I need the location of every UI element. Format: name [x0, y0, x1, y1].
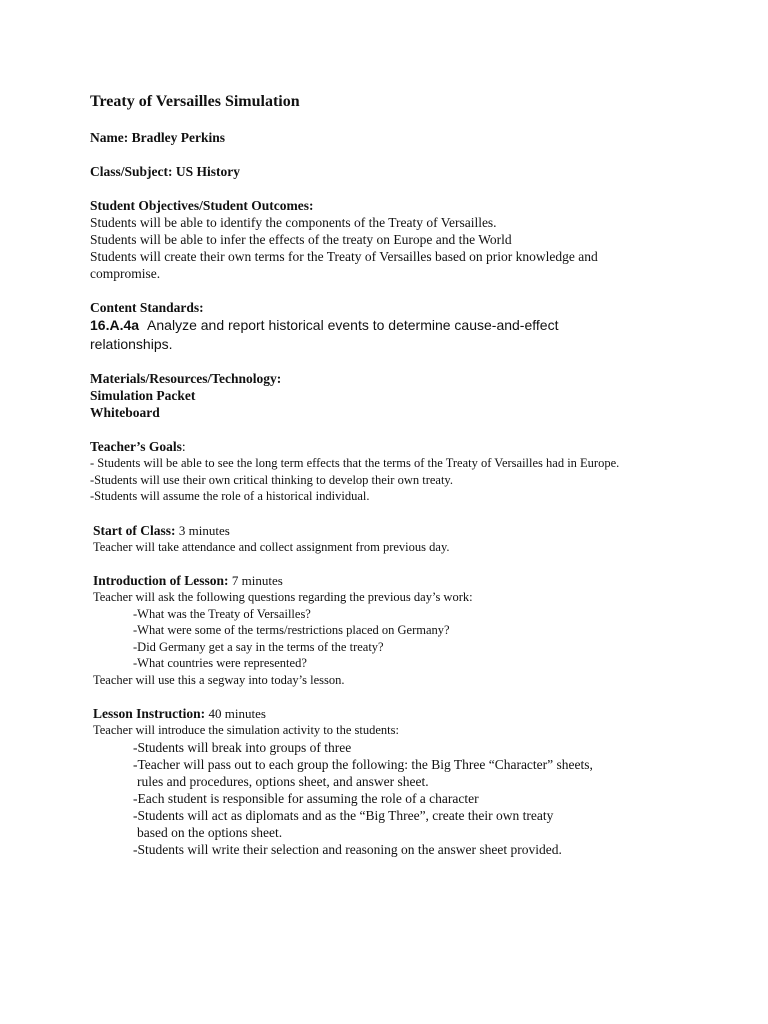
goal-line: -Students will assume the role of a historical individual.: [90, 489, 370, 503]
intro-question: -What countries were represented?: [133, 656, 307, 670]
material-item: Simulation Packet: [90, 388, 196, 403]
material-item: Whiteboard: [90, 405, 160, 420]
objectives-heading: Student Objectives/Student Outcomes:: [90, 198, 314, 213]
intro-lead: Teacher will ask the following questions regarding the previous day’s work:: [93, 590, 473, 604]
objective-line: Students will be able to identify the components of the Treaty of Versailles.: [90, 215, 497, 230]
start-label: Start of Class:: [93, 522, 176, 538]
goal-line: - Students will be able to see the long term effects that the terms of the Treaty of Versailles had in Europe.: [90, 456, 620, 470]
name-line: Name: Bradley Perkins: [90, 130, 225, 145]
objective-line: compromise.: [90, 266, 161, 281]
instruction-lead: Teacher will introduce the simulation activity to the students:: [93, 723, 399, 737]
instruction-line: [90, 705, 710, 722]
start-time: 3 minutes: [178, 522, 230, 538]
instruction-time: 40 minutes: [208, 706, 266, 721]
page-title: Treaty of Versailles Simulation: [90, 93, 300, 110]
goals-heading-line: [90, 438, 710, 455]
objective-line: Students will be able to infer the effects of the treaty on Europe and the World: [90, 232, 512, 247]
goals-heading: Teacher’s Goals: [90, 439, 182, 454]
materials-heading: Materials/Resources/Technology:: [90, 371, 282, 386]
intro-closing: Teacher will use this a segway into today’s lesson.: [93, 672, 345, 687]
lesson-plan: [90, 92, 710, 858]
objective-line: Students will create their own terms for the Treaty of Versailles based on prior knowledge and: [90, 249, 598, 264]
intro-label: Introduction of Lesson:: [93, 573, 229, 588]
standard-text: Analyze and report historical events to determine cause-and-effect: [147, 317, 559, 333]
goals-colon: :: [181, 439, 186, 454]
instruction-step: -Students will act as diplomats and as the “Big Three”, create their own treaty: [133, 807, 554, 823]
instruction-step: -Students will write their selection and reasoning on the answer sheet provided.: [133, 841, 562, 857]
instruction-step-cont: based on the options sheet.: [137, 824, 283, 840]
intro-question: -What were some of the terms/restrictions placed on Germany?: [133, 623, 450, 637]
instruction-step: -Teacher will pass out to each group the following: the Big Three “Character” sheets,: [133, 756, 593, 772]
standard-text-cont: relationships.: [90, 336, 173, 352]
intro-time: 7 minutes: [231, 573, 283, 588]
standard-line: [90, 316, 710, 335]
instruction-step-cont: rules and procedures, options sheet, and answer sheet.: [137, 773, 429, 789]
intro-question: -What was the Treaty of Versailles?: [133, 606, 311, 621]
goal-line: -Students will use their own critical thinking to develop their own treaty.: [90, 472, 454, 487]
start-text: Teacher will take attendance and collect assignment from previous day.: [93, 539, 450, 554]
standards-heading: Content Standards:: [90, 300, 204, 315]
intro-line: [90, 572, 710, 589]
start-of-class-line: [90, 522, 710, 539]
intro-question: -Did Germany get a say in the terms of the treaty?: [133, 639, 384, 654]
instruction-step: -Students will break into groups of three: [133, 739, 352, 755]
standard-code: 16.A.4a: [90, 317, 140, 333]
instruction-step: -Each student is responsible for assuming the role of a character: [133, 790, 479, 806]
class-line: Class/Subject: US History: [90, 164, 241, 179]
instruction-label: Lesson Instruction:: [93, 706, 206, 721]
